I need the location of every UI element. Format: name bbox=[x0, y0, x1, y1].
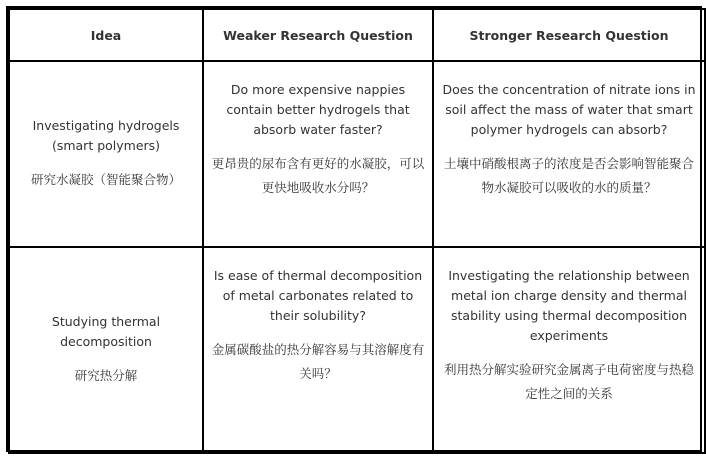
idea-cell bbox=[9, 247, 203, 453]
weaker-question-chinese: 更昂贵的尿布含有更好的水凝胶，可以更快地吸收水分吗？ bbox=[211, 156, 425, 195]
header-stronger-question: Stronger Research Question bbox=[433, 9, 705, 61]
idea-english: Studying thermal decomposition bbox=[51, 314, 161, 349]
stronger-question-cell bbox=[433, 247, 705, 453]
comparison-table-container bbox=[6, 6, 702, 452]
idea-chinese: 研究热分解 bbox=[74, 368, 138, 383]
weaker-question-english: Is ease of thermal decomposition of metal carbonates related to their solubility? bbox=[213, 268, 423, 323]
idea-chinese: 研究水凝胶（智能聚合物） bbox=[30, 172, 181, 187]
table-row bbox=[9, 61, 705, 247]
stronger-question-cell bbox=[433, 61, 705, 247]
table-header-row bbox=[9, 9, 705, 61]
stronger-question-chinese: 利用热分解实验研究金属离子电荷密度与热稳定性之间的关系 bbox=[443, 362, 694, 401]
idea-english: Investigating hydrogels (smart polymers) bbox=[32, 118, 180, 153]
weaker-question-cell bbox=[203, 247, 433, 453]
header-weaker-question: Weaker Research Question bbox=[203, 9, 433, 61]
header-idea: Idea bbox=[9, 9, 203, 61]
idea-cell bbox=[9, 61, 203, 247]
weaker-question-chinese: 金属碳酸盐的热分解容易与其溶解度有关吗？ bbox=[211, 342, 425, 381]
stronger-question-english: Investigating the relationship between metal ion charge density and thermal stability using thermal decomposition experiments bbox=[448, 268, 690, 343]
research-question-table bbox=[8, 8, 706, 454]
weaker-question-english: Do more expensive nappies contain better hydrogels that absorb water faster? bbox=[226, 82, 410, 137]
table-row bbox=[9, 247, 705, 453]
weaker-question-cell bbox=[203, 61, 433, 247]
stronger-question-english: Does the concentration of nitrate ions in soil affect the mass of water that smart polymer hydrogels can absorb? bbox=[442, 82, 696, 137]
stronger-question-chinese: 土壤中硝酸根离子的浓度是否会影响智能聚合物水凝胶可以吸收的水的质量？ bbox=[443, 156, 694, 195]
